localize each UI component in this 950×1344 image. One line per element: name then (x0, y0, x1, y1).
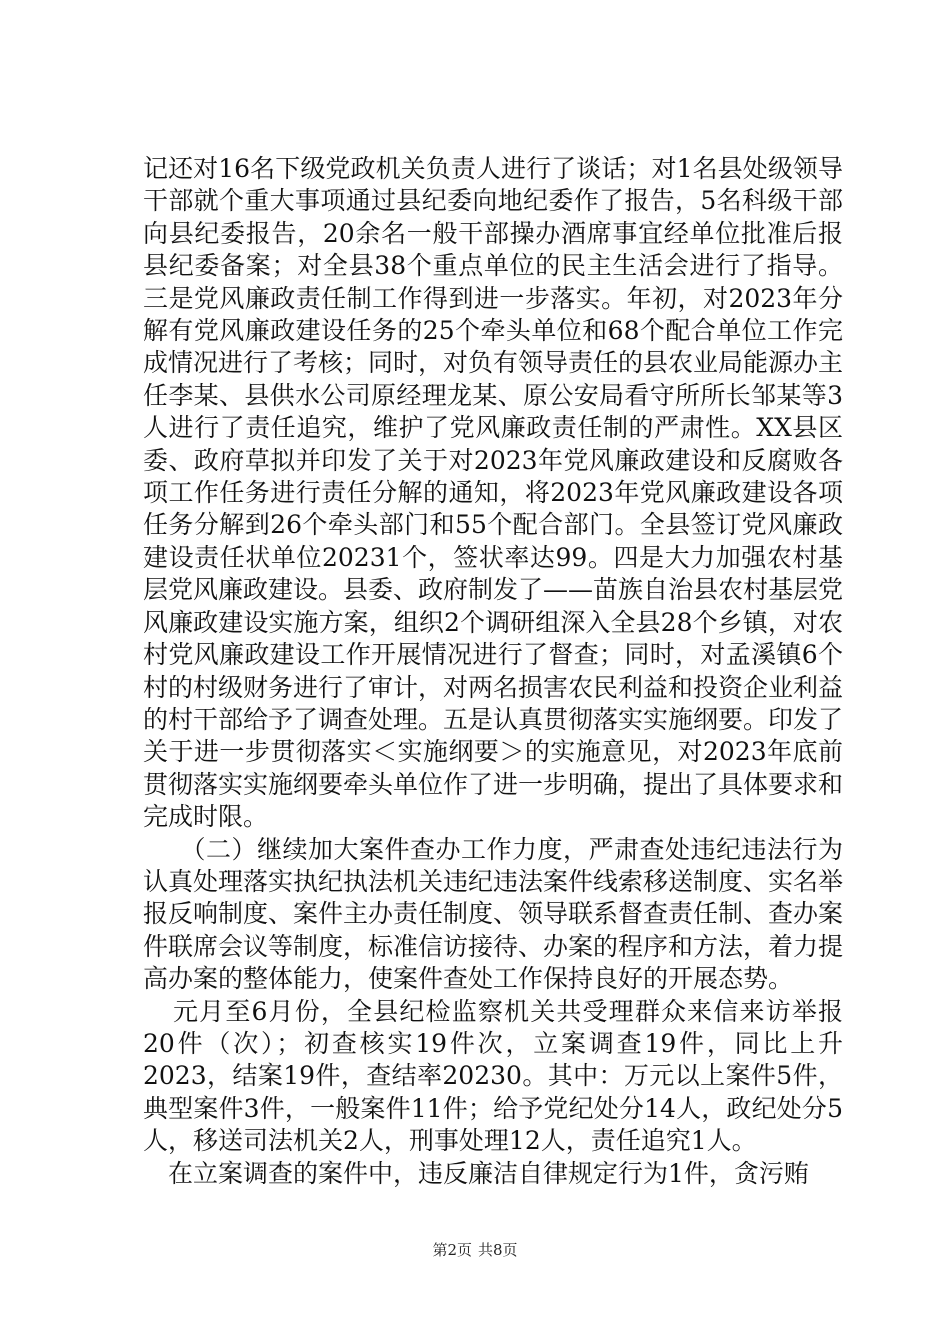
page-number: 第2页 (432, 1241, 472, 1259)
page-total: 共8页 (478, 1241, 518, 1259)
paragraph-case-types: 在立案调查的案件中，违反廉洁自律规定行为1件，贪污贿 (168, 1158, 809, 1188)
document-body (143, 153, 843, 1190)
paragraph-case-investigation: （二）继续加大案件查办工作力度，严肃查处违纪违法行为认真处理落实执纪执法机关违纪违法案件线索移送制度、实名举报反响制度、案件主办责任制度、领导联系督查责任制、查办案件联席会议等制度，标准信访接待、办案的程序和方法，着力提高办案的整体能力，使案件查处工作保持良好的开展态势。 (143, 834, 844, 994)
paragraph-responsibility-system: 记还对16名下级党政机关负责人进行了谈话；对1名县处级领导干部就个重大事项通过县纪委向地纪委作了报告，5名科级干部向县纪委报告，20余名一般干部操办酒席事宜经单位批准后报县纪委备案；对全县38个重点单位的民主生活会进行了指导。三是党风廉政责任制工作得到进一步落实。年初，对2023年分解有党风廉政建设任务的25个牵头单位和68个配合单位工作完成情况进行了考核；同时，对负有领导责任的县农业局能源办主任李某、县供水公司原经理龙某、原公安局看守所所长邹某等3人进行了责任追究，维护了党风廉政责任制的严肃性。XX县区委、政府草拟并印发了关于对2023年党风廉政建设和反腐败各项工作任务进行责任分解的通知，将2023年党风廉政建设各项任务分解到26个牵头部门和55个配合部门。全县签订党风廉政建设责任状单位20231个，签状率达99。四是大力加强农村基层党风廉政建设。县委、政府制发了——苗族自治县农村基层党风廉政建设实施方案，组织2个调研组深入全县28个乡镇，对农村党风廉政建设工作开展情况进行了督查；同时，对孟溪镇6个村的村级财务进行了审计，对两名损害农民利益和投资企业利益的村干部给予了调查处理。五是认真贯彻落实实施纲要。印发了关于进一步贯彻落实＜实施纲要＞的实施意见，对2023年底前贯彻落实实施纲要牵头单位作了进一步明确，提出了具体要求和完成时限。 (143, 154, 844, 832)
page-footer (0, 1240, 950, 1260)
paragraph-case-statistics: 元月至6月份，全县纪检监察机关共受理群众来信来访举报20件（次）；初查核实19件次，立案调查19件，同比上升2023，结案19件，查结率20230。其中：万元以上案件5件，典型案件3件，一般案件11件；给予党纪处分14人，政纪处分5人，移送司法机关2人，刑事处理12人，责任追究1人。 (143, 996, 843, 1156)
